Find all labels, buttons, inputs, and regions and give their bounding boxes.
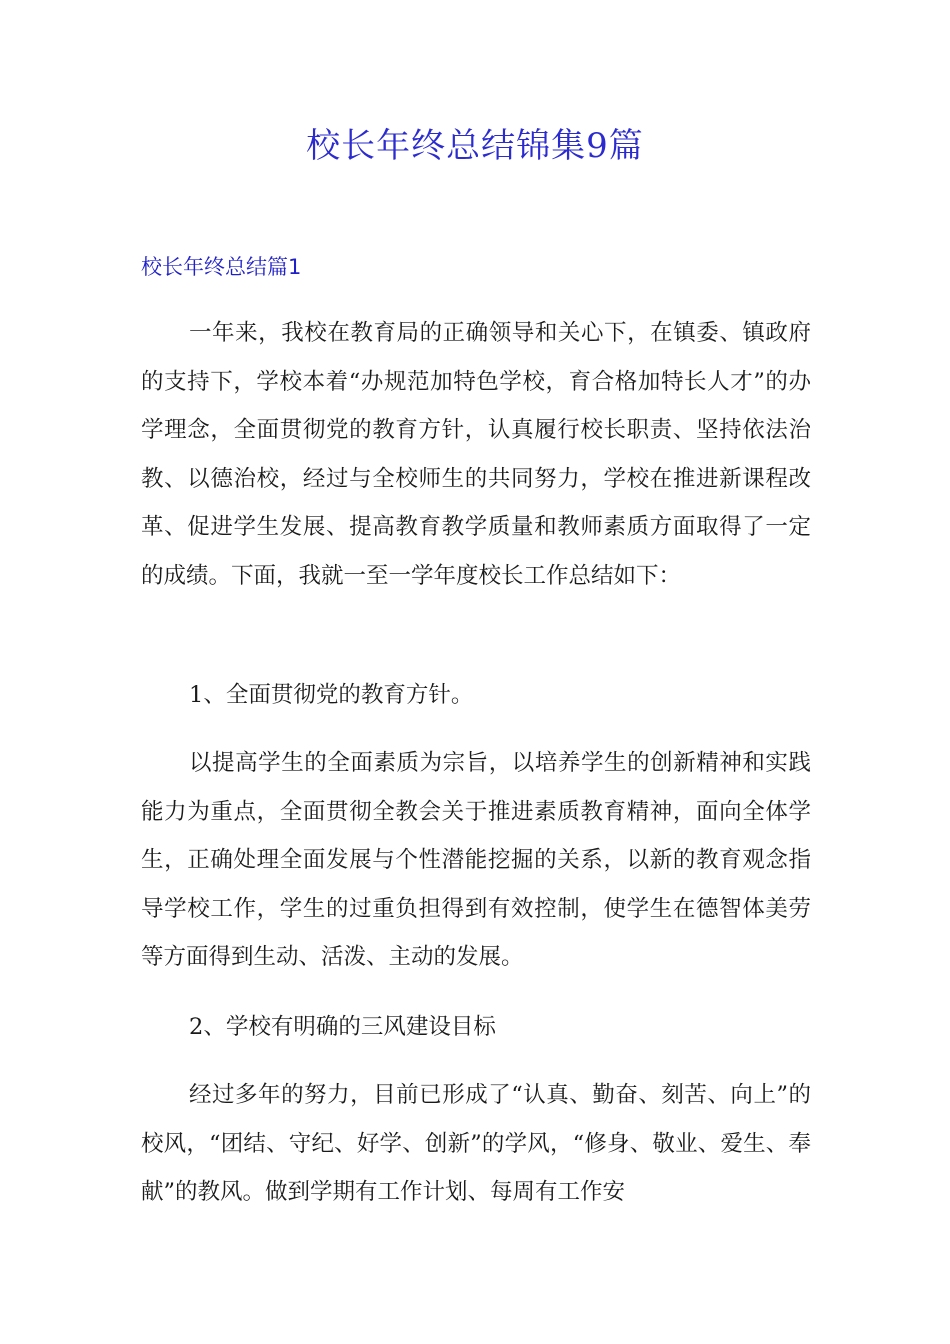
paragraph-item-1-body: 以提高学生的全面素质为宗旨，以培养学生的创新精神和实践能力为重点，全面贯彻全教会关于推进素质教育精神，面向全体学生，正确处理全面发展与个性潜能挖掘的关系，以新的教育观念指导学校工作，学生的过重负担得到有效控制，使学生在德智体美劳等方面得到生动、活泼、主动的发展。 [141,750,811,971]
document-title: 校长年终总结锦集9篇 [306,126,644,166]
paragraph-item-1-heading: 1、全面贯彻党的教育方针。 [189,682,474,708]
paragraph-intro: 一年来，我校在教育局的正确领导和关心下，在镇委、镇政府的支持下，学校本着“办规范加特色学校，育合格加特长人才”的办学理念，全面贯彻党的教育方针，认真履行校长职责、坚持依法治教、以德治校，经过与全校师生的共同努力，学校在推进新课程改革、促进学生发展、提高教育教学质量和教师素质方面取得了一定的成绩。下面，我就一至一学年度校长工作总结如下： [141,320,811,589]
paragraph-item-2-heading: 2、学校有明确的三风建设目标 [189,1014,496,1040]
paragraph-item-2-body: 经过多年的努力，目前已形成了“认真、勤奋、刻苦、向上”的校风，“团结、守纪、好学、创新”的学风，“修身、敬业、爱生、奉献”的教风。做到学期有工作计划、每周有工作安 [141,1082,811,1206]
section-heading: 校长年终总结篇1 [141,255,302,279]
